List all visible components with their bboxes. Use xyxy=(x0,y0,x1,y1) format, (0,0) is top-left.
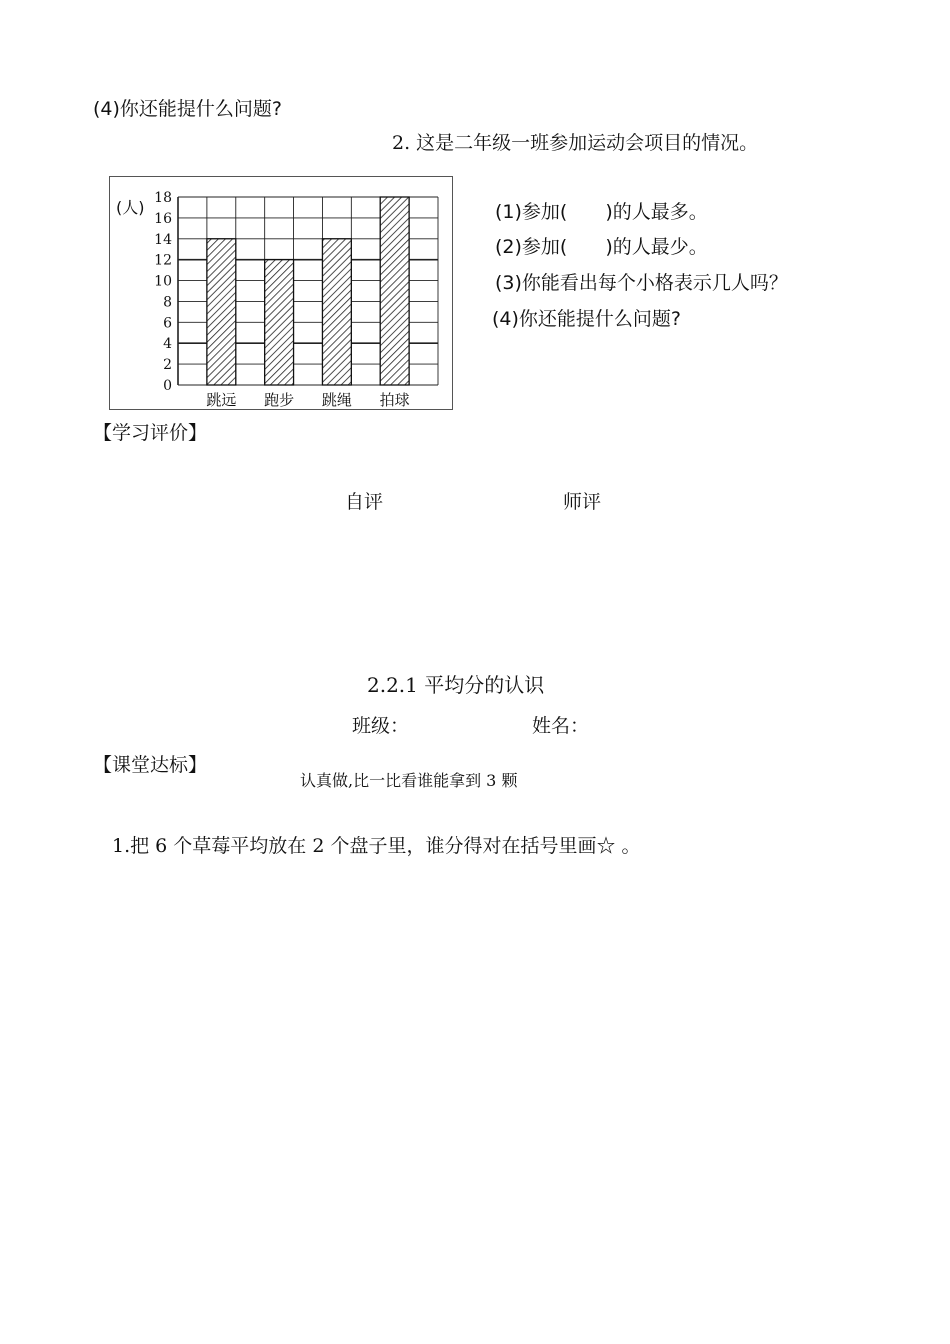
bar-chart-svg xyxy=(110,177,454,411)
bar-chart xyxy=(109,176,453,410)
y-tick-label: 0 xyxy=(163,378,172,394)
y-tick-label: 10 xyxy=(154,273,172,290)
y-axis-label: (人) xyxy=(116,198,145,217)
bar-3 xyxy=(322,239,351,385)
section-2-question-1: (1)参加( )的人最多。 xyxy=(495,201,708,223)
name-label: 姓名： xyxy=(532,715,590,737)
y-tick-label: 14 xyxy=(154,231,172,248)
y-tick-label: 8 xyxy=(163,294,172,311)
section-2-title: 2. 这是二年级一班参加运动会项目的情况。 xyxy=(392,132,759,154)
class-label: 班级： xyxy=(352,715,410,737)
self-evaluation-label: 自评 xyxy=(345,491,384,513)
y-tick-label: 16 xyxy=(154,210,172,227)
section-2-question-4: (4)你还能提什么问题? xyxy=(492,308,681,330)
bar-4 xyxy=(380,197,409,385)
section-2-question-2: (2)参加( )的人最少。 xyxy=(495,236,708,258)
y-tick-label: 2 xyxy=(163,357,172,374)
bar-1 xyxy=(207,239,236,385)
x-tick-label: 拍球 xyxy=(379,391,410,409)
evaluation-heading: 【学习评价】 xyxy=(93,422,208,444)
classroom-goal-heading: 【课堂达标】 xyxy=(93,754,208,776)
question-1: 1.把 6 个草莓平均放在 2 个盘子里，谁分得对在括号里画☆ 。 xyxy=(112,835,641,857)
y-tick-label: 6 xyxy=(163,315,172,332)
x-tick-label: 跳远 xyxy=(206,391,237,409)
y-tick-label: 4 xyxy=(163,336,172,353)
prev-question-4: (4)你还能提什么问题? xyxy=(93,98,282,120)
lesson-title: 2.2.1 平均分的认识 xyxy=(367,673,545,697)
x-tick-label: 跑步 xyxy=(264,391,295,409)
instruction-text: 认真做,比一比看谁能拿到 3 颗 xyxy=(300,771,518,790)
bar-2 xyxy=(265,260,294,385)
y-tick-label: 12 xyxy=(154,252,172,269)
y-tick-label: 18 xyxy=(154,190,172,206)
teacher-evaluation-label: 师评 xyxy=(563,491,602,513)
section-2-question-3: (3)你能看出每个小格表示几人吗？ xyxy=(495,272,788,294)
x-tick-label: 跳绳 xyxy=(321,391,352,409)
